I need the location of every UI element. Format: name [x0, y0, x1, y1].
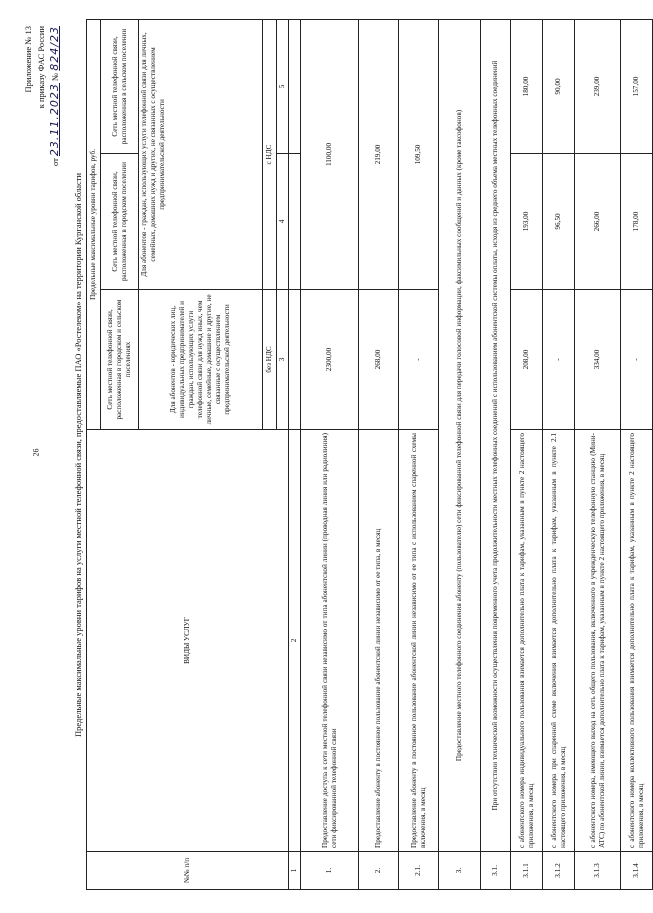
row-number: 3.1. — [481, 852, 511, 890]
column-number: 2 — [289, 430, 301, 852]
row-number: 3.1.1 — [511, 852, 543, 890]
service-description: Предоставление доступа к сети местной телефонной связи независимо от типа абонентской линии (проводная линия или радиолиния) сети фиксированной телефонной связи — [301, 430, 359, 852]
document-title: Предельные максимальные уровни тарифов на услуги местной телефонной связи, предоставляемые ПАО «Ростелеком» на территории Курганской области — [73, 172, 83, 738]
column-number: 1 — [289, 852, 301, 890]
service-description: с абонентского номера коллективного пользования взимается дополнительно плата к тарифам, указанным в пункте 2 настоящего приложения, в месяц — [621, 430, 653, 852]
price-no-vat: - — [399, 290, 439, 430]
price-no-vat: 2300,00 — [301, 290, 359, 430]
row-number: 2.1. — [399, 852, 439, 890]
table-row — [543, 19, 575, 889]
row-number: 3.1.4 — [621, 852, 653, 890]
row-number: 1. — [301, 852, 359, 890]
price-no-vat: 268,00 — [359, 290, 399, 430]
service-description: с абонентского номера индивидуального пользования взимается дополнительно плата к тарифам, указанным в пункте 2 настоящего приложения, в месяц — [511, 430, 543, 852]
service-description: с абонентского номера при спаренной схеме включения взимается дополнительно плата к тарифам, указанным в пункте 2.1 настоящего приложения, в месяц — [543, 430, 575, 852]
row-number: 3.1.3 — [575, 852, 621, 890]
price-no-vat: - — [543, 290, 575, 430]
price-rural: 180,00 — [511, 19, 543, 153]
price-urban: 96,50 — [543, 154, 575, 290]
header-with-vat: с НДС — [263, 19, 277, 289]
price-rural: 90,00 — [543, 19, 575, 153]
document-header — [22, 26, 62, 326]
price-urban: 266,00 — [575, 154, 621, 290]
section-title: Предоставление местного телефонного соединения абоненту (пользователю) сети фиксированной телефонной связи для передачи голосовой информации, факсимильных сообщений и данных (кроме таксофонов) — [439, 19, 481, 851]
page-number: 26 — [31, 448, 41, 457]
row-number: 2. — [359, 852, 399, 890]
column-number: 5 — [277, 19, 289, 153]
order-reference: к приказу ФАС России — [36, 26, 46, 109]
price-with-vat: 1100,00 — [301, 19, 359, 289]
service-description: Предоставление абоненту в постоянное пользование абонентской линии независимо от ее типа, в месяц — [359, 430, 399, 852]
row-number: 3.1.2 — [543, 852, 575, 890]
table-row — [575, 19, 621, 889]
service-description: Предоставление абоненту в постоянное пользование абонентской линии независимо от ее типа с использованием спаренной схемы включения, в месяц — [399, 430, 439, 852]
section-row — [481, 19, 511, 889]
header-group-a: Для абонентов - юридических лиц, индивидуальных предпринимателей и граждан, использующих услуги телефонной связи для нужд иных, чем личные, семейные, домашние и другие, не связанные с осуществлением предпринимательской деятельности — [139, 290, 263, 430]
price-no-vat: 334,00 — [575, 290, 621, 430]
service-description: с абонентского номера, имеющего выход на сеть общего пользования, включенного в учрежденческую телефонную станцию (Мини-АТС) по абонентской линии, взимается дополнительно плата к тарифам, указанным в пункте 2 настоящего приложения, в месяц — [575, 430, 621, 852]
order-date: 23.11.2023 — [48, 83, 61, 157]
tariff-table — [86, 19, 653, 890]
section-title: При отсутствии технической возможности осуществления повременного учета продолжительности местных телефонных соединений с использованием абонентской системы оплаты, исходя из среднего объема местных телефонных соединений — [481, 19, 511, 851]
table-row — [511, 19, 543, 889]
table-row — [621, 19, 653, 889]
table-row — [301, 19, 359, 889]
table-header-row — [87, 19, 101, 889]
price-rural: 239,00 — [575, 19, 621, 153]
table-row — [359, 19, 399, 889]
header-num: №№ п/п — [87, 852, 289, 890]
appendix-label: Приложение № 13 — [23, 26, 33, 93]
header-rural: Сеть местной телефонной связи, расположенная в сельском поселении — [101, 19, 139, 153]
order-number: 824/23 — [48, 26, 61, 71]
header-group-b: Для абонентов - граждан, использующих услуги телефонной связи для личных, семейных, домашних нужд и других, не связанных с осуществлением предпринимательской деятельности — [139, 19, 263, 289]
price-rural: 157,00 — [621, 19, 653, 153]
price-no-vat: 208,00 — [511, 290, 543, 430]
price-with-vat: 219,00 — [359, 19, 399, 289]
header-no-vat: без НДС — [263, 290, 277, 430]
price-with-vat: 109,50 — [399, 19, 439, 289]
header-urban: Сеть местной телефонной связи, расположенная в городском поселении — [101, 154, 139, 290]
price-no-vat: - — [621, 290, 653, 430]
column-number: 3 — [277, 290, 289, 430]
price-urban: 178,00 — [621, 154, 653, 290]
row-number: 3. — [439, 852, 481, 890]
price-urban: 193,00 — [511, 154, 543, 290]
table-row — [399, 19, 439, 889]
header-urban-rural: Сеть местной телефонной связи, расположенная в городском и сельском поселениях — [101, 290, 139, 430]
header-levels: Предельные максимальные уровни тарифов, руб. — [87, 19, 101, 429]
section-row — [439, 19, 481, 889]
rotated-document — [18, 20, 645, 890]
column-number: 4 — [277, 154, 289, 290]
column-numbers-row — [289, 19, 301, 889]
order-date-line: от 23.11.2023 № 824/23 — [48, 26, 61, 167]
header-services: ВИДЫ УСЛУГ — [87, 430, 289, 852]
tariff-table-wrapper — [86, 20, 653, 890]
